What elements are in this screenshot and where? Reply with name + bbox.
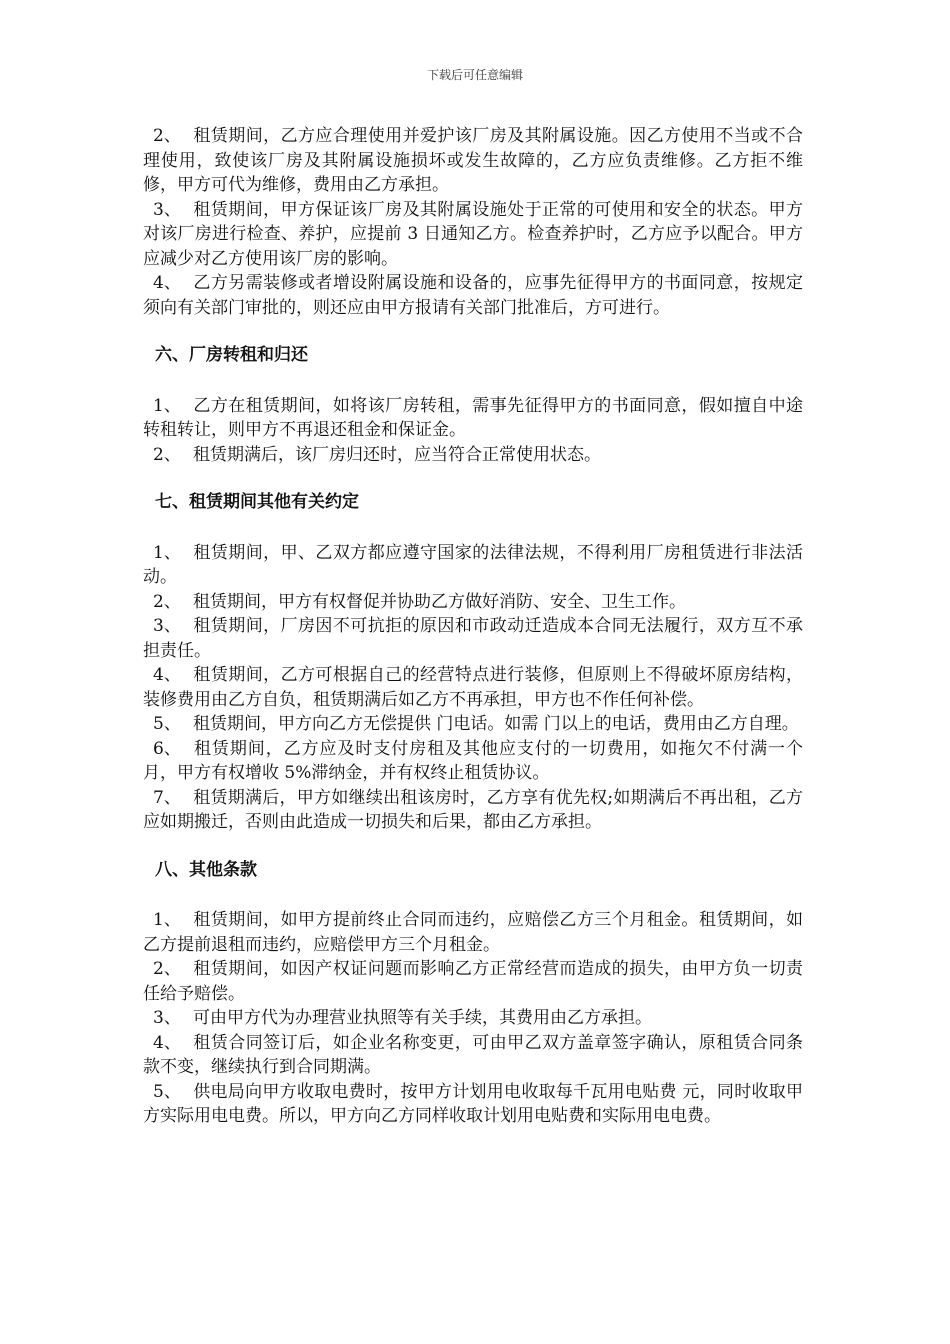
document-body — [143, 124, 803, 1129]
clause-number: 3、 — [153, 616, 181, 636]
section-continued — [143, 124, 803, 320]
clause-item — [143, 124, 803, 198]
clause-number: 7、 — [153, 787, 181, 808]
clause-number: 5、 — [153, 1081, 181, 1102]
clause-item — [143, 908, 803, 957]
clause-item — [143, 198, 803, 272]
clause-text: 租赁期间，甲方向乙方无偿提供 门电话。如需 门以上的电话，费用由乙方自理。 — [193, 714, 799, 734]
clause-text: 租赁期间，甲方有权督促并协助乙方做好消防、安全、卫生工作。 — [193, 591, 686, 612]
section-heading: 八、其他条款 — [155, 859, 257, 880]
clause-text: 可由甲方代为办理营业执照等有关手续，其费用由乙方承担。 — [193, 1008, 652, 1028]
clause-item — [143, 786, 803, 835]
clause-text: 租赁期间，甲、乙双方都应遵守国家的法律法规，不得利用厂房租赁进行非法活动。 — [143, 542, 803, 587]
clause-number: 3、 — [153, 1008, 181, 1028]
clause-item — [143, 394, 803, 443]
clause-number: 2、 — [153, 126, 181, 146]
clause-text: 租赁合同签订后，如企业名称变更，可由甲乙双方盖章签字确认，原租赁合同条款不变，继续执行到合同期满。 — [143, 1032, 803, 1077]
clause-item — [143, 271, 803, 320]
clause-text: 租赁期间，如甲方提前终止合同而违约，应赔偿乙方三个月租金。租赁期间，如乙方提前退租而违约，应赔偿甲方三个月租金。 — [143, 910, 803, 955]
clause-item — [143, 443, 803, 468]
clause-item — [143, 1006, 803, 1031]
clause-text: 租赁期间，乙方可根据自己的经营特点进行装修，但原则上不得破坏原房结构，装修费用由乙方自负，租赁期满后如乙方不再承担，甲方也不作任何补偿。 — [143, 665, 803, 710]
clause-item — [143, 1080, 803, 1129]
clause-number: 1、 — [153, 542, 181, 563]
clause-number: 4、 — [153, 273, 181, 293]
clause-item — [143, 737, 803, 786]
clause-number: 2、 — [153, 444, 181, 465]
clause-item — [143, 590, 803, 615]
section-heading: 六、厂房转租和归还 — [155, 345, 308, 365]
clause-item — [143, 541, 803, 590]
section-sublease-return — [143, 320, 803, 467]
section-heading: 七、租赁期间其他有关约定 — [155, 492, 359, 512]
clause-number: 6、 — [153, 738, 181, 759]
clause-text: 乙方在租赁期间，如将该厂房转租，需事先征得甲方的书面同意，假如擅自中途转租转让，则甲方不再退还租金和保证金。 — [143, 395, 803, 440]
clause-number: 3、 — [153, 199, 181, 220]
clause-text: 租赁期满后，甲方如继续出租该房时，乙方享有优先权;如期满后不再出租，乙方应如期搬迁，否则由此造成一切损失和后果，都由乙方承担。 — [143, 787, 803, 832]
clause-number: 4、 — [153, 1032, 181, 1053]
clause-text: 乙方另需装修或者增设附属设施和设备的，应事先征得甲方的书面同意，按规定须向有关部门审批的，则还应由甲方报请有关部门批准后，方可进行。 — [143, 273, 803, 318]
clause-number: 1、 — [153, 395, 181, 416]
section-other-agreements — [143, 467, 803, 835]
clause-number: 2、 — [153, 591, 181, 612]
clause-text: 租赁期间，如因产权证问题而影响乙方正常经营而造成的损失，由甲方负一切责任给予赔偿。 — [143, 959, 803, 1004]
clause-number: 5、 — [153, 714, 181, 734]
section-other-terms — [143, 835, 803, 1129]
clause-text: 租赁期间，乙方应合理使用并爱护该厂房及其附属设施。因乙方使用不当或不合理使用，致使该厂房及其附属设施损坏或发生故障的，乙方应负责维修。乙方拒不维修，甲方可代为维修，费用由乙方承担。 — [143, 126, 803, 195]
clause-item — [143, 957, 803, 1006]
clause-number: 2、 — [153, 959, 181, 979]
clause-number: 4、 — [153, 665, 181, 685]
clause-text: 租赁期间，厂房因不可抗拒的原因和市政动迁造成本合同无法履行，双方互不承担责任。 — [143, 616, 803, 661]
clause-text: 供电局向甲方收取电费时，按甲方计划用电收取每千瓦用电贴费 元，同时收取甲方实际用电电费。所以，甲方向乙方同样收取计划用电贴费和实际用电电费。 — [143, 1081, 803, 1126]
clause-item — [143, 614, 803, 663]
clause-item — [143, 1031, 803, 1080]
page-header: 下载后可任意编辑 — [426, 68, 523, 82]
clause-item — [143, 663, 803, 712]
clause-text: 租赁期满后，该厂房归还时，应当符合正常使用状态。 — [193, 444, 601, 465]
clause-text: 租赁期间，乙方应及时支付房租及其他应支付的一切费用，如拖欠不付满一个月，甲方有权增收 5%滞纳金，并有权终止租赁协议。 — [143, 738, 803, 783]
clause-item — [143, 712, 803, 737]
clause-number: 1、 — [153, 910, 181, 930]
clause-text: 租赁期间，甲方保证该厂房及其附属设施处于正常的可使用和安全的状态。甲方对该厂房进行检查、养护，应提前 3 日通知乙方。检查养护时，乙方应予以配合。甲方应减少对乙方使用该厂房的影响。 — [143, 199, 803, 269]
